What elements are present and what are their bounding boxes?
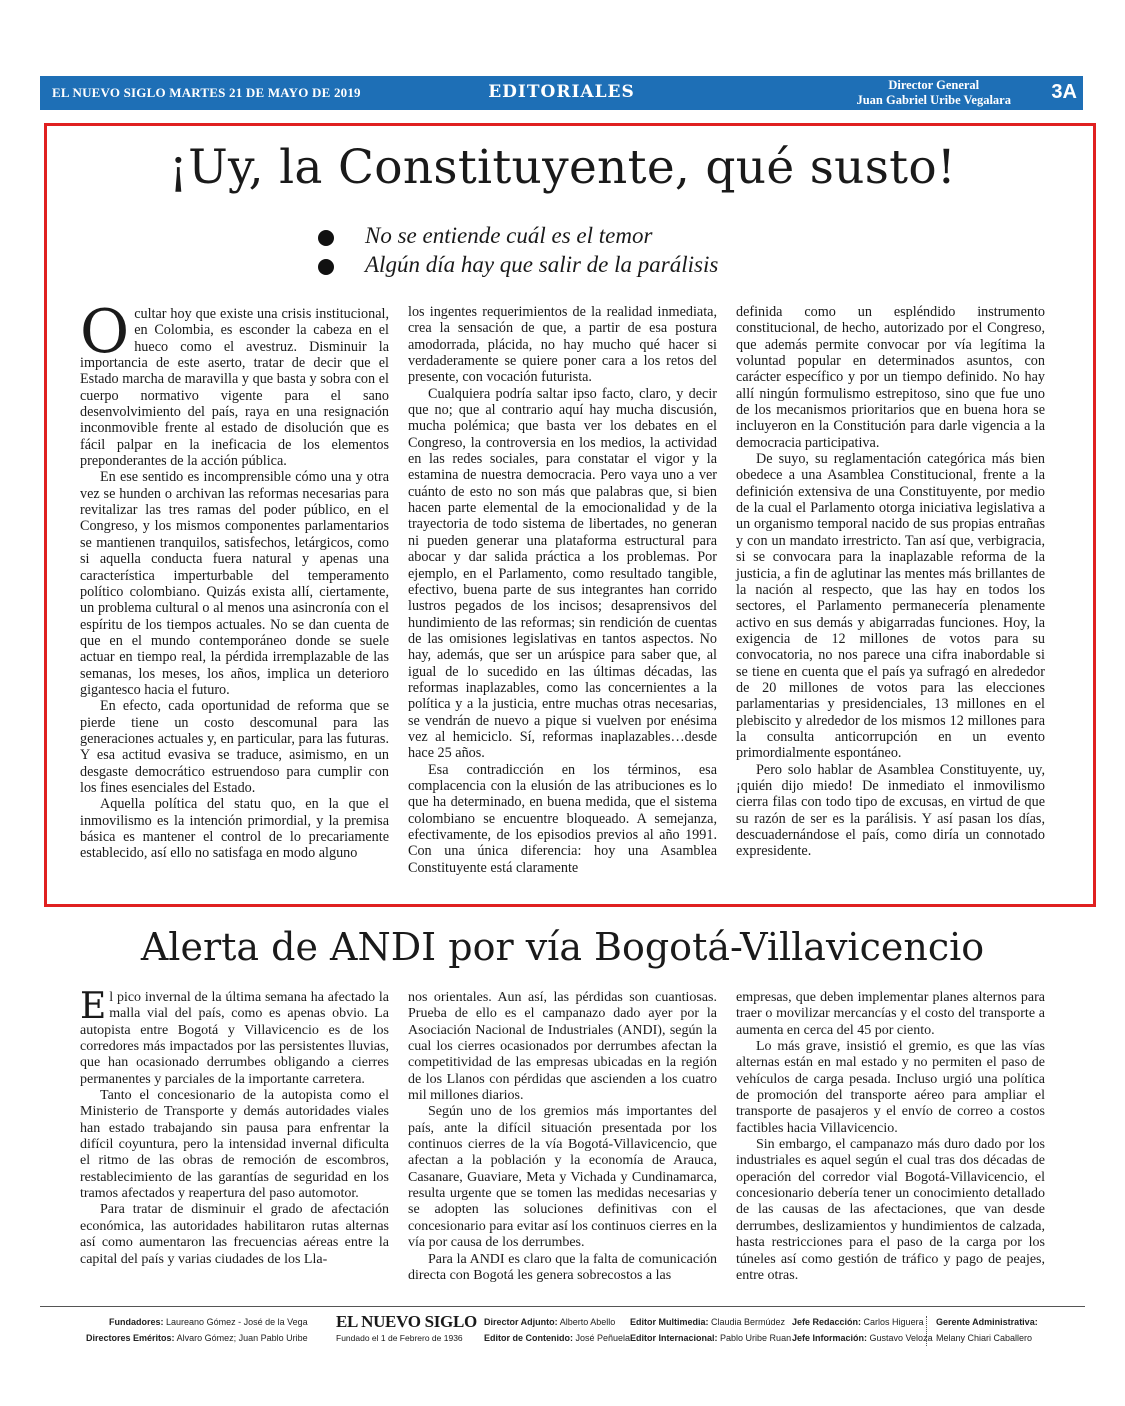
paragraph: Para la ANDI es claro que la falta de comunicación directa con Bogotá les genera sobrecostos a las <box>408 1251 717 1283</box>
paragraph-text: l pico invernal de la última semana ha afectado la malla vial del país, como es apenas obvio. La autopista entre Bogotá y Villavicencio es de los corredores más impactados por las persistentes lluvias, que han ocasionado derrumbes obligando a cierres permanentes y parciales de la importante carretera. <box>80 990 389 1087</box>
editors-block <box>630 1314 791 1346</box>
editorial-2-column-1 <box>80 986 389 1268</box>
masthead-bar <box>40 76 1083 110</box>
paragraph-text: cultar hoy que existe una crisis institucional, en Colombia, es esconder la cabeza en el hueco como el avestruz. Disminuir la importancia de este aserto, tratar de decir que el Estado marcha de maravilla y que basta y sobra con el cuerpo normativo vigente para el sano desenvolvimiento del país, raya en una resignación inconmovible frente al estado de disolución que es fácil palpar en la ineficacia de los elementos preponderantes de la acción pública. <box>80 306 389 470</box>
manager-label: Gerente Administrativa: <box>936 1317 1038 1327</box>
paragraph <box>80 297 389 470</box>
emeritus-label: Directores Eméritos: <box>86 1333 175 1343</box>
paragraph: En ese sentido es incomprensible cómo una y otra vez se hunden o archivan las reformas necesarias para revitalizar las tres ramas del poder público, en el Congreso, y los mismos componentes parlamentarios se mantienen tranquilos, satisfechos, letárgicos, como si aquella conducta fuera natural y apenas una característica imperturbable del temperamento político colombiano. Quizás exista allí, ciertamente, un problema cultural o al menos una asincronía con el espíritu de los tiempos actuales. No se dan cuenta de que en el mundo contemporáneo donde se suele actuar en tiempo real, la pérdida irremplazable de las semanas, los meses, los años, implica un deterioro gigantesco hacia el futuro. <box>80 469 389 698</box>
founders-value: Laureano Gómez - José de la Vega <box>166 1317 308 1327</box>
newspaper-logo: EL NUEVO SIGLO <box>336 1312 477 1331</box>
editorial-1-column-3 <box>736 304 1045 860</box>
summary-text: No se entiende cuál es el temor <box>365 223 653 248</box>
bullet-icon <box>318 259 334 275</box>
intl-editor-label: Editor Internacional: <box>630 1333 718 1343</box>
emeritus-value: Alvaro Gómez; Juan Pablo Uribe <box>176 1333 308 1343</box>
director-block <box>856 78 1011 108</box>
intl-editor-value: Pablo Uribe Ruan <box>720 1333 792 1343</box>
drop-cap: E <box>80 986 107 1027</box>
deputy-label: Director Adjunto: <box>484 1317 558 1327</box>
manager-block <box>936 1314 1038 1346</box>
founded-date: Fundado el 1 de Febrero de 1936 <box>336 1333 463 1343</box>
editorial-1-title: ¡Uy, la Constituyente, qué susto! <box>168 140 957 195</box>
editorial-2-title: Alerta de ANDI por vía Bogotá-Villavicencio <box>140 925 985 969</box>
info-value: Gustavo Veloza <box>869 1333 933 1343</box>
paragraph: Pero solo hablar de Asamblea Constituyente, uy, ¡quién dijo miedo! De inmediato el inmovilismo cierra filas con todo tipo de excusas, en virtud de que su razón de ser es la parálisis. Y así pasan los días, descuadernándose el país, como diría un connotado expresidente. <box>736 761 1045 860</box>
paragraph: empresas, que deben implementar planes alternos para traer o movilizar mercancías y el costo del transporte a aumenta en cerca del 45 por ciento. <box>736 990 1045 1038</box>
editorial-2-column-2 <box>408 990 717 1284</box>
director-name: Juan Gabriel Uribe Vegalara <box>856 93 1011 107</box>
director-title: Director General <box>888 78 980 92</box>
editorial-1-column-2 <box>408 304 717 876</box>
paragraph: Lo más grave, insistió el gremio, es que las vías alternas están en mal estado y no permiten el paso de vehículos de carga pesada. Incluso urgió una política de promoción del transporte aéreo para ampliar el transporte de pasajeros y el envío de correo a costos factibles hacia Villavicencio. <box>736 1039 1045 1136</box>
content-editor-label: Editor de Contenido: <box>484 1333 573 1343</box>
paragraph: Según uno de los gremios más importantes del país, ante la difícil situación presentada por los continuos cierres de la vía Bogotá-Villavicencio, que afectan a la población y la economía de Arauca, Casanare, Guaviare, Meta y Vichada y Cundinamarca, resulta urgente que se tomen las medidas necesarias y se adopten las soluciones definitivas con el concesionario para evitar así los continuos cierres en la vía por causa de los derrumbes. <box>408 1104 717 1251</box>
paragraph: Tanto el concesionario de la autopista como el Ministerio de Transporte y demás autoridades viales han estado trabajando sin pausa para enfrentar la difícil coyuntura, pero la intensidad invernal dificulta el ritmo de las obras de remoción de escombros, restablecimiento de las garantías de seguridad en los tramos afectados y reapertura del paso automotor. <box>80 1088 389 1202</box>
footer-separator <box>926 1316 927 1346</box>
founders-label: Fundadores: <box>109 1317 164 1327</box>
editorial-1-column-1 <box>80 297 389 862</box>
deputy-block <box>484 1314 630 1346</box>
info-label: Jefe Información: <box>792 1333 868 1343</box>
bullet-icon <box>318 230 334 246</box>
paragraph: nos orientales. Aun así, las pérdidas son cuantiosas. Prueba de ello es el campanazo dado ayer por la Asociación Nacional de Industriales (ANDI), según la cual los cierres ocasionados por derrumbes afectan la competitividad de las empresas ubicadas en la región de los Llanos con pérdidas que ascienden a los cuatro mil millones diarios. <box>408 990 717 1104</box>
drop-cap: O <box>80 297 130 367</box>
paragraph: definida como un espléndido instrumento constitucional, de hecho, autorizado por el Congreso, que además permite convocar por vía legítima la voluntad popular en determinados asuntos, con carácter específico y por un tiempo definido. No hay allí ningún formulismo estrepitoso, sino que fue uno de los mecanismos prioritarios que en buena hora se incluyeron en la Constitución para darle vigencia a la democracia participativa. <box>736 304 1045 451</box>
paragraph: Para tratar de disminuir el grado de afectación económica, las autoridades habilitaron rutas alternas así como aumentaron las frecuencias aéreas entre la capital del país y varias ciudades de los Lla- <box>80 1202 389 1267</box>
paper-date: EL NUEVO SIGLO MARTES 21 DE MAYO DE 2019 <box>52 85 361 100</box>
paragraph: Aquella política del statu quo, en la que el inmovilismo es la intención primordial, y la premisa básica es mantener el control de lo precariamente establecido, así ello no satisfaga en modo alguno <box>80 796 389 862</box>
paragraph: Sin embargo, el campanazo más duro dado por los industriales es aquel según el cual tras dos décadas de operación del corredor vial Bogotá-Villavicencio, el concesionario debería tener un conocimiento detallado de las causas de las afectaciones, que van desde derrumbes, deslizamientos y hundimientos de calzada, hasta restricciones para el paso de la carga por los túneles así como gestión de tráfico y pago de peajes, entre otras. <box>736 1137 1045 1283</box>
page-number: 3A <box>1051 81 1077 103</box>
manager-value: Melany Chiari Caballero <box>936 1333 1033 1343</box>
section-title: EDITORIALES <box>488 82 635 102</box>
editorial-2-column-3 <box>736 990 1045 1284</box>
founders-block <box>86 1314 308 1346</box>
paragraph: De suyo, su reglamentación categórica más bien obedece a una Asamblea Constitucional, frente a la definición extensiva de una Constituyente, por medio de la cual el Parlamento otorga iniciativa legislativa a un organismo temporal nacido de sus propias entrañas y con un mandato irrestricto. Tan así que, verbigracia, si se convocara para la inaplazable reforma de la justicia, a fin de aglutinar las mentes más brillantes de la nación al respecto, que las hay en todos los sectores, el Parlamento permanecería plenamente activo en sus demás y abigarradas funciones. Hoy, la exigencia de 12 millones de votos para su convocatoria, no nos parece una cifra inabordable si se tiene en cuenta que el país ya sufragó en alrededor de 20 millones de votos para las elecciones parlamentarias y presidenciales, 13 millones en el plebiscito y alrededor de los mismos 12 millones para la consulta anticorrupción en un evento primordialmente espontáneo. <box>736 451 1045 762</box>
newsroom-value: Carlos Higuera <box>863 1317 924 1327</box>
newsroom-label: Jefe Redacción: <box>792 1317 862 1327</box>
multimedia-label: Editor Multimedia: <box>630 1317 709 1327</box>
deputy-value: Alberto Abello <box>559 1317 616 1327</box>
paragraph: los ingentes requerimientos de la realidad inmediata, crea la sensación de que, a partir de esa postura amodorrada, plácida, no hay mucho qué hacer si verdaderamente se quiere poner cara a los retos del presente, con vocación futurista. <box>408 304 717 386</box>
multimedia-value: Claudia Bermúdez <box>711 1317 786 1327</box>
content-editor-value: José Peñuela <box>575 1333 631 1343</box>
newsroom-block <box>792 1314 933 1346</box>
paragraph <box>80 986 389 1088</box>
paragraph: Esa contradicción en los términos, esa complacencia con la elusión de las atribuciones es lo que ha determinado, en buena medida, que el sistema colombiano se encuentre bloqueado. A semejanza, efectivamente, de los episodios previos al año 1991. Con una única diferencia: hoy una Asamblea Constituyente está claramente <box>408 761 717 876</box>
paragraph: Cualquiera podría saltar ipso facto, claro, y decir que no; que al contrario aquí hay mucha discusión, mucha polémica; que basta ver los debates en el Congreso, la controversia en los medios, la actividad en las redes sociales, para constatar el vigor y la estamina de nuestra democracia. Pero vaya uno a ver cuánto de esto no son más que palabras que, si bien hacen parte elemental de la emocionalidad y de la trayectoria de todo sistema de libertades, no generan ni pueden generar una plataforma estructural para abocar y dar salida práctica a los problemas. Por ejemplo, en el Parlamento, como resultado tangible, efectivo, buena parte de sus integrantes han corrido lustros pegados de los incisos; desaprensivos del hundimiento de las reformas; sin rendición de cuentas de las omisiones legislativas en tantos aspectos. No hay, además, que ser un arúspice para saber que, al igual de lo sucedido en las últimas décadas, las reformas inaplazables, como las concernientes a la política y a la justicia, entre muchas otras necesarias, se vendrán de nuevo a pique si vuelven por enésima vez al hemiciclo. Sí, reformas inaplazables…desde hace 25 años. <box>408 385 717 762</box>
summary-text: Algún día hay que salir de la parálisis <box>365 252 719 277</box>
footer-divider <box>40 1306 1085 1307</box>
paragraph: En efecto, cada oportunidad de reforma que se pierde tiene un costo descomunal para las generaciones actuales y, en particular, para las futuras. Y esa actitud evasiva se traduce, asimismo, en un desgaste democrático estruendoso para cumplir con los fines esenciales del Estado. <box>80 698 389 796</box>
